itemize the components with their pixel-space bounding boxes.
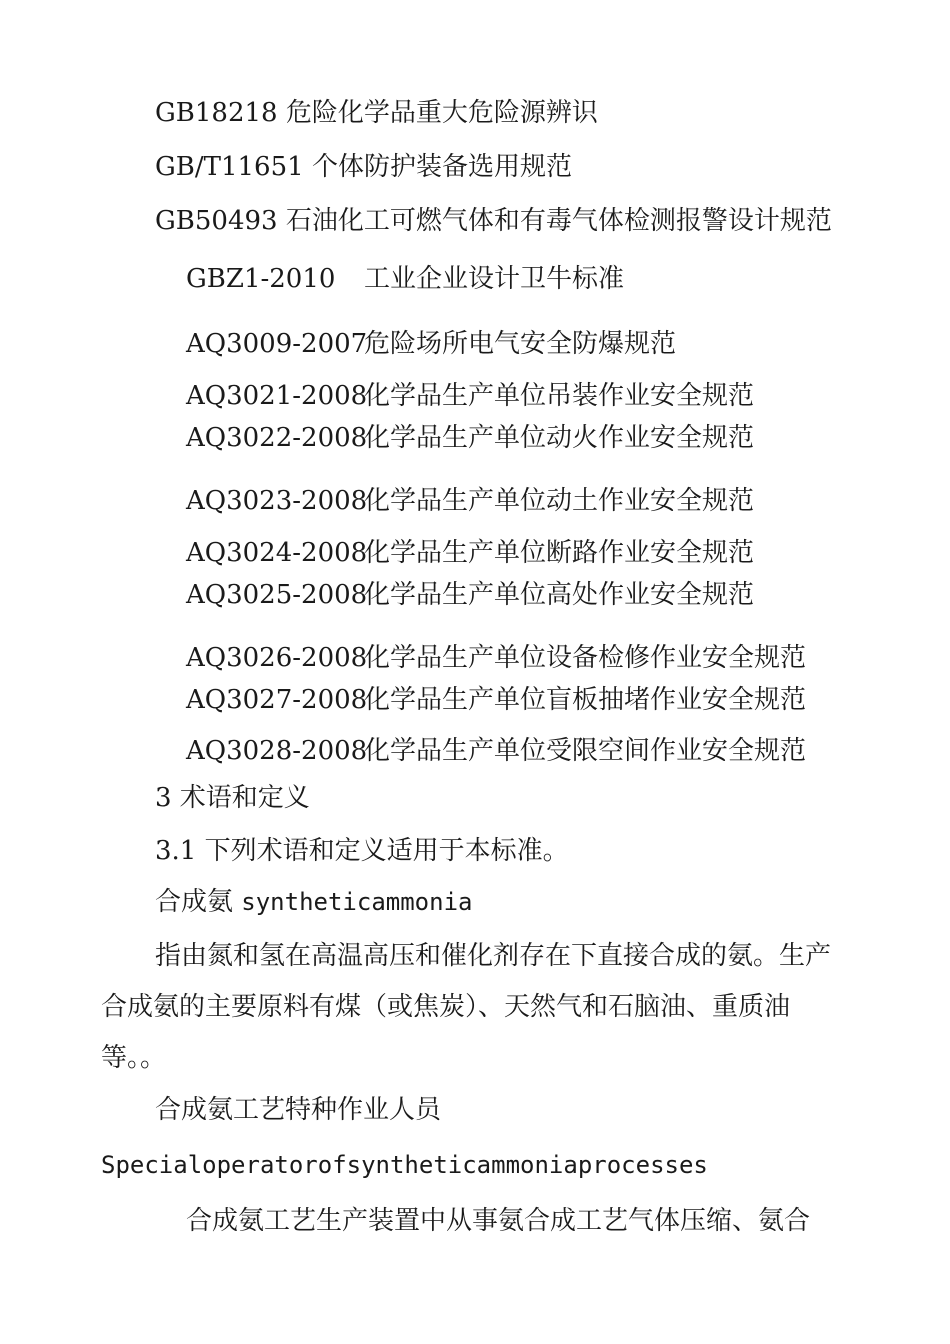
standard-line: GB50493 石油化工可燃气体和有毒气体检测报警设计规范	[155, 206, 832, 236]
reference-row	[186, 738, 806, 764]
definition-line: 指由氮和氢在高温高压和催化剂存在下直接合成的氨。生产	[155, 941, 832, 971]
reference-title: 化学品生产单位动土作业安全规范	[364, 486, 755, 516]
reference-row	[186, 266, 624, 292]
reference-code: GBZ1-2010	[186, 264, 336, 294]
reference-title: 化学品生产单位高处作业安全规范	[364, 580, 755, 610]
reference-title: 化学品生产单位断路作业安全规范	[364, 538, 755, 568]
section-intro: 3.1 下列术语和定义适用于本标准。	[155, 836, 569, 866]
reference-code: AQ3026-2008	[186, 643, 368, 673]
term-heading-chinese: 合成氨工艺特种作业人员	[155, 1095, 442, 1125]
reference-code: AQ3009-2007	[186, 329, 368, 359]
reference-row	[186, 540, 754, 566]
reference-title: 化学品生产单位吊装作业安全规范	[364, 381, 755, 411]
term-english: syntheticammonia	[241, 888, 473, 916]
reference-row	[186, 383, 754, 409]
reference-code: AQ3024-2008	[186, 538, 368, 568]
reference-title: 化学品生产单位设备检修作业安全规范	[364, 643, 807, 673]
reference-title: 化学品生产单位动火作业安全规范	[364, 423, 755, 453]
reference-row	[186, 582, 754, 608]
section-heading: 3 术语和定义	[155, 783, 310, 813]
definition-line: 合成氨的主要原料有煤（或焦炭）、天然气和石脑油、重质油	[101, 992, 791, 1022]
reference-code: AQ3025-2008	[186, 580, 368, 610]
reference-title: 化学品生产单位受限空间作业安全规范	[364, 736, 807, 766]
definition-line: 合成氨工艺生产装置中从事氨合成工艺气体压缩、氨合	[186, 1206, 811, 1236]
term-chinese: 合成氨	[155, 887, 234, 917]
reference-code: AQ3023-2008	[186, 486, 368, 516]
standard-line: GB18218 危险化学品重大危险源辨识	[155, 98, 598, 128]
reference-code: AQ3022-2008	[186, 423, 368, 453]
definition-line: 等。。	[101, 1043, 167, 1073]
reference-row	[186, 687, 806, 713]
term-heading	[155, 889, 472, 915]
reference-code: AQ3028-2008	[186, 736, 368, 766]
reference-title: 工业企业设计卫牛标准	[364, 264, 625, 294]
reference-row	[186, 488, 754, 514]
reference-row	[186, 425, 754, 451]
reference-title: 化学品生产单位盲板抽堵作业安全规范	[364, 685, 807, 715]
reference-row	[186, 331, 676, 357]
term-heading-english: Specialoperatorofsyntheticammoniaprocesses	[101, 1151, 708, 1179]
reference-row	[186, 645, 806, 671]
reference-title: 危险场所电气安全防爆规范	[364, 329, 677, 359]
reference-code: AQ3021-2008	[186, 381, 368, 411]
reference-code: AQ3027-2008	[186, 685, 368, 715]
standard-line: GB/T11651 个体防护装备选用规范	[155, 152, 572, 182]
